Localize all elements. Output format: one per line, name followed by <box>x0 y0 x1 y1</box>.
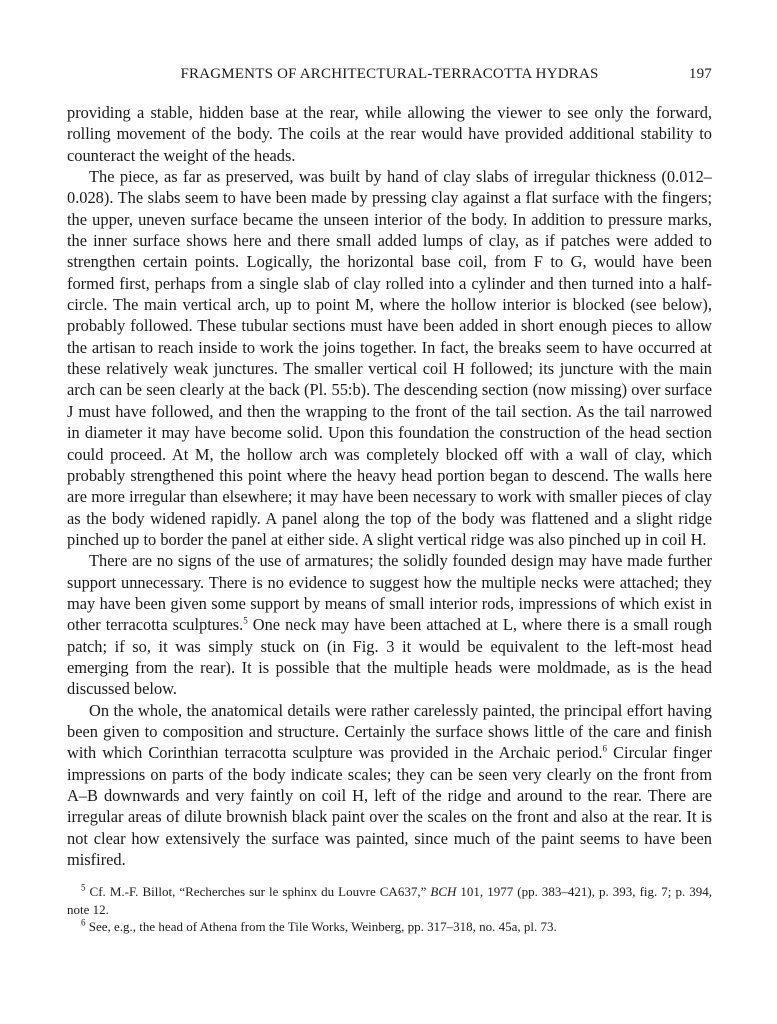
paragraph-2 <box>67 166 712 550</box>
body-text <box>67 102 712 870</box>
paragraph-3-text-b: One neck may have been attached at L, where there is a small rough patch; if so, it was simply stuck on (in Fig. 3 it would be equivalent to the left-most head emerging from the rear). It is possible that the multiple heads were moldmade, as is the head discussed below. <box>67 615 712 699</box>
footnote-5 <box>67 883 712 917</box>
footnotes <box>67 883 712 935</box>
footnote-6-text: See, e.g., the head of Athena from the Tile Works, Weinberg, pp. 317–318, no. 45a, pl. 73. <box>88 918 557 934</box>
paragraph-4-text-b: Circular finger impressions on parts of the body indicate scales; they can be seen very clearly on the front from A–B downwards and very faintly on coil H, left of the ridge and around to the rear. There are irregular areas of dilute brownish black paint over the scales on the front and also at the rear. It is not clear how extensively the surface was painted, since much of the paint seems to have been misfired. <box>67 743 712 870</box>
footnote-5-number: 5 <box>81 883 86 894</box>
paragraph-2-text: The piece, as far as preserved, was built by hand of clay slabs of irregular thickness (0.012–0.028). The slabs seem to have been made by pressing clay against a flat surface with the fingers; the upper, uneven surface became the unseen interior of the body. In addition to pressure marks, the inner surface shows here and there small added lumps of clay, as if patches were added to strengthen certain points. Logically, the horizontal base coil, from F to G, would have been formed first, perhaps from a single slab of clay rolled into a cylinder and then turned into a half-circle. The main vertical arch, up to point M, where the hollow interior is blocked (see below), probably followed. These tubular sections must have been added in short enough pieces to allow the artisan to reach inside to work the joins together. In fact, the breaks seem to have occurred at these relatively weak junctures. The smaller vertical coil H followed; its juncture with the main arch can be seen clearly at the back (Pl. 55:b). The descending section (now missing) over surface J must have followed, and then the wrapping to the front of the tail section. As the tail narrowed in diameter it may have become solid. Upon this foundation the construction of the head section could proceed. At M, the hollow arch was completely blocked off with a wall of clay, which probably strengthened this point where the heavy head portion began to descend. The walls here are more irregular than elsewhere; it may have been necessary to work with smaller pieces of clay as the body widened rapidly. A panel along the top of the body was flattened and a slight ridge pinched up to border the panel at either side. A slight vertical ridge was also pinched up in coil H. <box>67 167 712 549</box>
paragraph-4-text-a: On the whole, the anatomical details were rather carelessly painted, the principal effort having been given to composition and structure. Certainly the surface shows little of the care and finish with which Corinthian terracotta sculpture was provided in the Archaic period. <box>67 700 712 763</box>
paragraph-3 <box>67 550 712 699</box>
running-title: FRAGMENTS OF ARCHITECTURAL-TERRACOTTA HYDRAS <box>180 66 599 82</box>
paragraph-4 <box>67 700 712 871</box>
footnote-5-journal: BCH <box>430 884 457 900</box>
footnote-6-number: 6 <box>81 917 86 928</box>
footnote-5-text-a: Cf. M.-F. Billot, “Recherches sur le sphinx du Louvre CA637,” <box>89 884 431 900</box>
paragraph-3-text-a: There are no signs of the use of armatures; the solidly founded design may have made further support unnecessary. There is no evidence to suggest how the multiple necks were attached; they may have been given some support by means of small interior rods, impressions of which exist in other terracotta sculptures. <box>67 551 712 635</box>
page-number: 197 <box>688 66 712 82</box>
footnote-6 <box>67 918 712 935</box>
footnote-5-text-b: 101, 1977 (pp. 383–421), p. 393, fig. 7; p. 394, note 12. <box>67 884 713 917</box>
note-reference-6[interactable]: 6 <box>602 743 607 754</box>
page <box>67 66 712 935</box>
paragraph-1 <box>67 102 712 166</box>
note-reference-5[interactable]: 5 <box>243 615 248 626</box>
paragraph-1-text: providing a stable, hidden base at the rear, while allowing the viewer to see only the forward, rolling movement of the body. The coils at the rear would have provided additional stability to counteract the weight of the heads. <box>67 103 712 165</box>
running-head <box>67 66 712 90</box>
